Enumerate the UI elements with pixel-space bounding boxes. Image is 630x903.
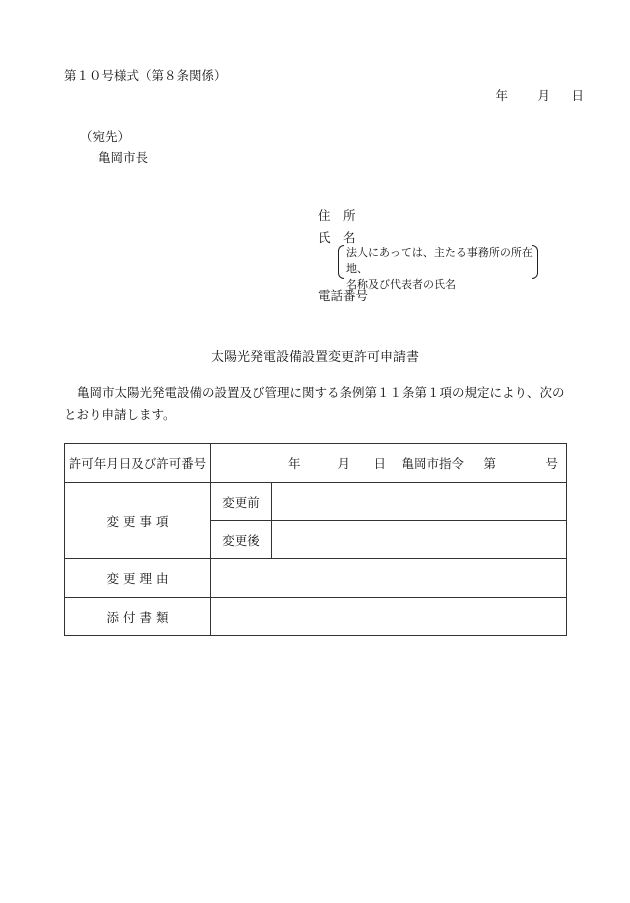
applicant-block [318, 205, 356, 249]
application-statement: 亀岡市太陽光発電設備の設置及び管理に関する条例第１１条第１項の規定により、次のとおり申請します。 [64, 385, 565, 422]
permit-directive: 亀岡市指令 [401, 456, 464, 471]
attachments-value-cell[interactable] [211, 598, 567, 636]
address-label: 住 所 [318, 208, 356, 223]
addressee-name: 亀岡市長 [98, 150, 149, 165]
application-table [64, 443, 567, 636]
corporate-note-line1: 法人にあっては、主たる事務所の所在地、 [346, 246, 533, 275]
after-value-cell[interactable] [272, 521, 567, 559]
submission-date [470, 86, 584, 104]
corporate-note-line2: 名称及び代表者の氏名 [346, 278, 456, 291]
date-year: 年 [495, 88, 508, 103]
reason-label: 変 更 理 由 [65, 559, 211, 598]
bracket-right [532, 245, 538, 279]
date-month: 月 [537, 88, 550, 103]
bracket-left [338, 245, 344, 279]
attachments-label: 添 付 書 類 [65, 598, 211, 636]
permit-day: 日 [373, 456, 386, 471]
permit-fields [211, 454, 566, 472]
corporate-note [338, 245, 538, 291]
reason-value-cell[interactable] [211, 559, 567, 598]
permit-value-cell[interactable] [211, 444, 567, 483]
addressee-label: （宛先） [80, 129, 131, 144]
form-number: 第１０号様式（第８条関係） [64, 68, 227, 83]
permit-label: 許可年月日及び許可番号 [65, 444, 211, 483]
date-day: 日 [571, 88, 584, 103]
after-label: 変更後 [211, 521, 272, 559]
change-before-row [65, 483, 567, 521]
before-label: 変更前 [211, 483, 272, 521]
attachments-row [65, 598, 567, 636]
reason-row [65, 559, 567, 598]
permit-month: 月 [337, 456, 350, 471]
phone-label: 電話番号 [318, 288, 369, 303]
document-title: 太陽光発電設備設置変更許可申請書 [210, 350, 419, 365]
name-label: 氏 名 [318, 230, 356, 245]
permit-year: 年 [288, 456, 301, 471]
change-items-label: 変 更 事 項 [65, 483, 211, 559]
permit-no-prefix: 第 [483, 456, 496, 471]
permit-no-suffix: 号 [545, 456, 558, 471]
permit-row [65, 444, 567, 483]
before-value-cell[interactable] [272, 483, 567, 521]
